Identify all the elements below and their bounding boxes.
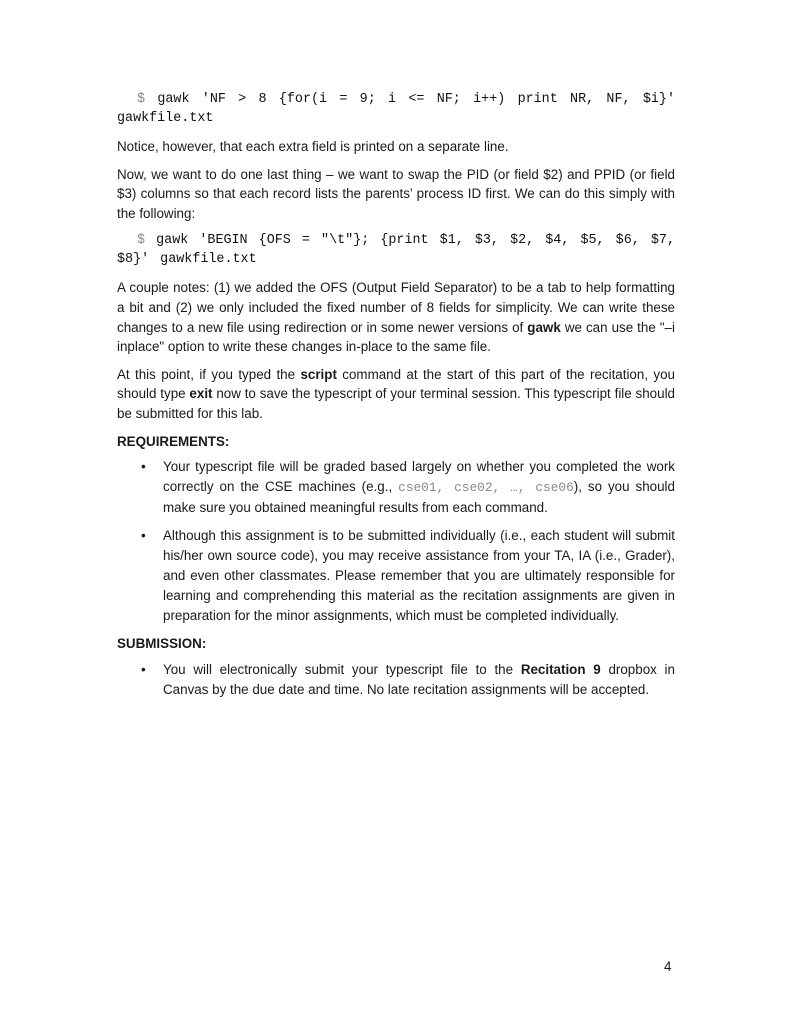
text-span: A couple notes: (1) we added the OFS (Output Field Separator) to be a tab to help formatting a bit and (2) we only included the fixed number of 8 fields for simplicity. We can write these changes to a new file using redirection or in some newer versions of bbox=[117, 280, 675, 335]
machine-names: cse01, cse02, …, cse06 bbox=[398, 480, 574, 496]
paragraph-couple-notes bbox=[117, 278, 675, 356]
code-text: gawk 'BEGIN {OFS = "\t"}; {print $1, $3, $2, $4, $5, $6, $7, $8}' gawkfile.txt bbox=[117, 233, 675, 268]
requirements-heading: REQUIREMENTS: bbox=[117, 433, 230, 449]
bold-exit: exit bbox=[189, 386, 213, 402]
paragraph-notice: Notice, however, that each extra field is printed on a separate line. bbox=[117, 139, 509, 154]
bold-script: script bbox=[300, 366, 337, 382]
text-span: now to save the typescript of your terminal session. This typescript file should be submitted for this lab. bbox=[117, 386, 675, 421]
bullet-icon: • bbox=[141, 528, 146, 544]
code-block-gawk-ofs bbox=[117, 231, 675, 269]
shell-prompt: $ bbox=[137, 92, 146, 107]
text-span: dropbox in Canvas by the due date and time. No late recitation assignments will be accepted. bbox=[163, 661, 675, 697]
bold-gawk: gawk bbox=[527, 319, 561, 335]
document-page bbox=[117, 90, 675, 708]
text-span: Your typescript file will be graded based largely on whether you completed the work correctly on the CSE machines (e.g., bbox=[163, 459, 675, 495]
list-item bbox=[117, 526, 675, 626]
bold-recitation: Recitation 9 bbox=[520, 661, 601, 677]
text-span: command at the start of this part of the recitation, you should type bbox=[117, 366, 675, 402]
text-span: ), so you should make sure you obtained meaningful results from each command. bbox=[163, 479, 675, 516]
text-span: You will electronically submit your typescript file to the bbox=[163, 661, 521, 677]
text-span: Although this assignment is to be submitted individually (i.e., each student will submit his/her own source code), you may receive assistance from your TA, IA (i.e., Grader), and even other classmates. Please remember that you are ultimately responsible for learning and comprehending this material as the recitation assignments are given in preparation for the minor assignments, which must be completed individually. bbox=[163, 528, 675, 624]
paragraph-swap-columns: Now, we want to do one last thing – we want to swap the PID (or field $2) and PPID (or field $3) columns so that each record lists the parents’ process ID first. We can do this simply with the following: bbox=[117, 166, 675, 221]
submission-heading: SUBMISSION: bbox=[117, 636, 207, 652]
page-number: 4 bbox=[664, 959, 672, 974]
code-block-gawk-nf bbox=[117, 90, 675, 128]
requirements-list bbox=[117, 457, 675, 626]
bullet-icon: • bbox=[141, 459, 146, 475]
text-span: we can use the "–i inplace" option to write these changes in-place to the same file. bbox=[117, 319, 675, 355]
submission-list bbox=[117, 660, 675, 700]
text-span: At this point, if you typed the bbox=[117, 366, 301, 382]
paragraph-script-exit bbox=[117, 365, 675, 424]
list-item bbox=[117, 457, 675, 518]
code-text: gawk 'NF > 8 {for(i = 9; i <= NF; i++) print NR, NF, $i}' gawkfile.txt bbox=[117, 92, 675, 126]
bullet-icon: • bbox=[141, 661, 146, 677]
shell-prompt: $ bbox=[137, 233, 146, 249]
list-item bbox=[117, 660, 675, 700]
